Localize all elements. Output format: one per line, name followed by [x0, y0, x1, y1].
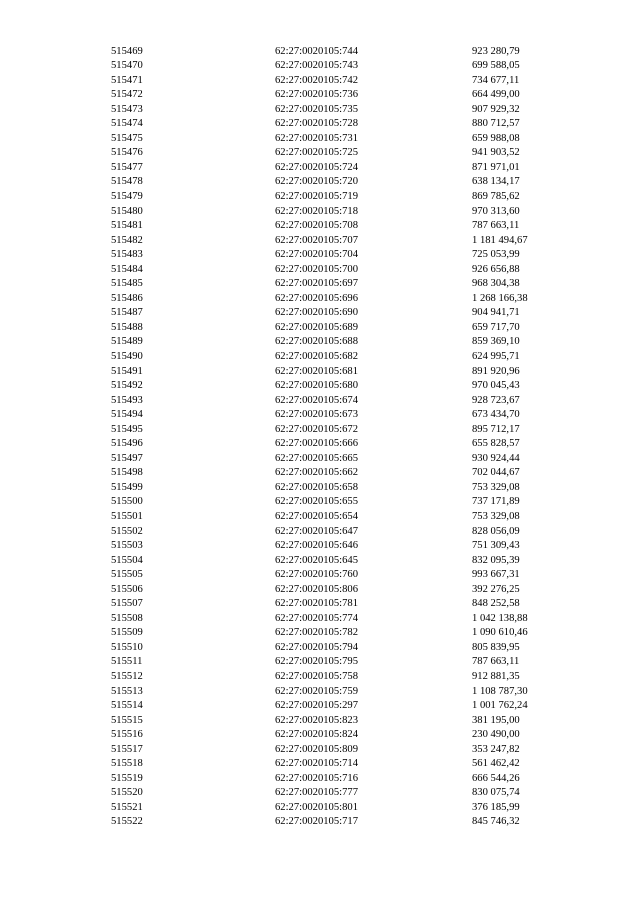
cadastral-value: 699 588,05	[472, 60, 520, 72]
cadastral-value: 904 941,71	[472, 307, 520, 319]
table-row	[0, 641, 640, 656]
cadastral-number: 62:27:0020105:736	[275, 89, 358, 101]
cadastral-value: 941 903,52	[472, 147, 520, 159]
cadastral-value: 926 656,88	[472, 263, 520, 275]
cadastral-value: 970 313,60	[472, 205, 520, 217]
cadastral-value: 1 090 610,46	[472, 627, 528, 639]
row-number: 515477	[111, 161, 143, 173]
table-row	[0, 321, 640, 336]
cadastral-number: 62:27:0020105:654	[275, 511, 358, 522]
cadastral-value: 895 712,17	[472, 423, 520, 435]
cadastral-number: 62:27:0020105:704	[275, 249, 358, 261]
cadastral-number: 62:27:0020105:809	[275, 743, 358, 755]
row-number: 515491	[111, 365, 143, 377]
cadastral-value: 737 171,89	[472, 496, 520, 508]
row-number: 515474	[111, 118, 143, 130]
row-number: 515475	[111, 132, 143, 144]
cadastral-value: 376 185,99	[472, 801, 520, 813]
row-number: 515497	[111, 452, 143, 464]
row-number: 515482	[111, 234, 143, 246]
cadastral-number: 62:27:0020105:707	[275, 234, 358, 246]
row-number: 515492	[111, 380, 143, 392]
table-row	[0, 510, 640, 525]
cadastral-number: 62:27:0020105:823	[275, 714, 358, 726]
row-number: 515493	[111, 394, 143, 406]
cadastral-number: 62:27:0020105:680	[275, 380, 358, 392]
cadastral-number: 62:27:0020105:735	[275, 103, 358, 115]
row-number: 515498	[111, 467, 143, 479]
cadastral-number: 62:27:0020105:743	[275, 60, 358, 72]
table-row	[0, 248, 640, 263]
cadastral-number: 62:27:0020105:781	[275, 598, 358, 610]
cadastral-value: 753 329,08	[472, 511, 520, 522]
cadastral-value: 805 839,95	[472, 641, 520, 653]
row-number: 515484	[111, 263, 143, 275]
row-number: 515479	[111, 190, 143, 202]
cadastral-number: 62:27:0020105:717	[275, 816, 358, 828]
table-row	[0, 699, 640, 714]
table-row	[0, 219, 640, 234]
cadastral-value: 912 881,35	[472, 671, 520, 683]
table-row	[0, 466, 640, 481]
cadastral-number: 62:27:0020105:690	[275, 307, 358, 319]
table-row	[0, 379, 640, 394]
cadastral-value: 624 995,71	[472, 350, 520, 362]
cadastral-number: 62:27:0020105:700	[275, 263, 358, 275]
cadastral-value: 230 490,00	[472, 729, 520, 741]
table-row	[0, 655, 640, 670]
cadastral-number: 62:27:0020105:777	[275, 787, 358, 799]
cadastral-value: 848 252,58	[472, 598, 520, 610]
row-number: 515486	[111, 292, 143, 304]
cadastral-value: 1 268 166,38	[472, 292, 528, 304]
table-row	[0, 306, 640, 321]
row-number: 515500	[111, 496, 143, 508]
row-number: 515518	[111, 758, 143, 770]
cadastral-number: 62:27:0020105:760	[275, 569, 358, 581]
table-row	[0, 452, 640, 467]
row-number: 515473	[111, 103, 143, 115]
table-row	[0, 74, 640, 89]
table-row	[0, 365, 640, 380]
row-number: 515487	[111, 307, 143, 319]
cadastral-value: 845 746,32	[472, 816, 520, 828]
table-row	[0, 146, 640, 161]
row-number: 515470	[111, 60, 143, 72]
row-number: 515480	[111, 205, 143, 217]
cadastral-number: 62:27:0020105:774	[275, 612, 358, 624]
table-row	[0, 437, 640, 452]
cadastral-value: 1 108 787,30	[472, 685, 528, 697]
table-row	[0, 539, 640, 554]
cadastral-value: 1 001 762,24	[472, 700, 528, 712]
cadastral-number: 62:27:0020105:719	[275, 190, 358, 202]
row-number: 515503	[111, 540, 143, 552]
cadastral-number: 62:27:0020105:658	[275, 481, 358, 493]
row-number: 515472	[111, 89, 143, 101]
cadastral-value: 891 920,96	[472, 365, 520, 377]
table-row	[0, 786, 640, 801]
row-number: 515490	[111, 350, 143, 362]
row-number: 515520	[111, 787, 143, 799]
row-number: 515511	[111, 656, 143, 668]
table-row	[0, 670, 640, 685]
cadastral-value: 787 663,11	[472, 220, 520, 232]
cadastral-value: 787 663,11	[472, 656, 520, 668]
table-row	[0, 743, 640, 758]
cadastral-number: 62:27:0020105:689	[275, 321, 358, 333]
cadastral-value: 993 667,31	[472, 569, 520, 581]
cadastral-number: 62:27:0020105:708	[275, 220, 358, 232]
table-row	[0, 132, 640, 147]
table-row	[0, 757, 640, 772]
table-row	[0, 103, 640, 118]
cadastral-number: 62:27:0020105:720	[275, 176, 358, 188]
table-row	[0, 394, 640, 409]
table-row	[0, 481, 640, 496]
cadastral-number: 62:27:0020105:728	[275, 118, 358, 130]
cadastral-number: 62:27:0020105:674	[275, 394, 358, 406]
row-number: 515495	[111, 423, 143, 435]
cadastral-number: 62:27:0020105:697	[275, 278, 358, 290]
cadastral-number: 62:27:0020105:824	[275, 729, 358, 741]
row-number: 515508	[111, 612, 143, 624]
cadastral-number: 62:27:0020105:647	[275, 525, 358, 537]
cadastral-number: 62:27:0020105:806	[275, 583, 358, 595]
cadastral-value: 561 462,42	[472, 758, 520, 770]
cadastral-number: 62:27:0020105:716	[275, 772, 358, 784]
data-table	[0, 45, 640, 831]
table-row	[0, 45, 640, 60]
row-number: 515505	[111, 569, 143, 581]
cadastral-value: 859 369,10	[472, 336, 520, 348]
table-row	[0, 685, 640, 700]
row-number: 515504	[111, 554, 143, 566]
table-row	[0, 801, 640, 816]
cadastral-value: 930 924,44	[472, 452, 520, 464]
cadastral-number: 62:27:0020105:665	[275, 452, 358, 464]
cadastral-number: 62:27:0020105:681	[275, 365, 358, 377]
cadastral-value: 725 053,99	[472, 249, 520, 261]
row-number: 515499	[111, 481, 143, 493]
row-number: 515483	[111, 249, 143, 261]
cadastral-value: 880 712,57	[472, 118, 520, 130]
row-number: 515515	[111, 714, 143, 726]
row-number: 515485	[111, 278, 143, 290]
cadastral-number: 62:27:0020105:758	[275, 671, 358, 683]
row-number: 515512	[111, 671, 143, 683]
row-number: 515522	[111, 816, 143, 828]
table-row	[0, 190, 640, 205]
table-row	[0, 728, 640, 743]
cadastral-number: 62:27:0020105:655	[275, 496, 358, 508]
cadastral-value: 828 056,09	[472, 525, 520, 537]
cadastral-value: 871 971,01	[472, 161, 520, 173]
cadastral-value: 353 247,82	[472, 743, 520, 755]
cadastral-value: 659 988,08	[472, 132, 520, 144]
row-number: 515469	[111, 45, 143, 57]
cadastral-number: 62:27:0020105:666	[275, 438, 358, 450]
cadastral-number: 62:27:0020105:297	[275, 700, 358, 712]
table-row	[0, 626, 640, 641]
cadastral-number: 62:27:0020105:759	[275, 685, 358, 697]
cadastral-value: 970 045,43	[472, 380, 520, 392]
table-row	[0, 772, 640, 787]
table-row	[0, 815, 640, 830]
cadastral-value: 830 075,74	[472, 787, 520, 799]
row-number: 515509	[111, 627, 143, 639]
table-row	[0, 423, 640, 438]
cadastral-number: 62:27:0020105:646	[275, 540, 358, 552]
row-number: 515513	[111, 685, 143, 697]
cadastral-value: 734 677,11	[472, 74, 520, 86]
table-row	[0, 525, 640, 540]
table-row	[0, 335, 640, 350]
cadastral-number: 62:27:0020105:645	[275, 554, 358, 566]
row-number: 515517	[111, 743, 143, 755]
table-row	[0, 175, 640, 190]
cadastral-number: 62:27:0020105:795	[275, 656, 358, 668]
table-row	[0, 612, 640, 627]
table-row	[0, 263, 640, 278]
row-number: 515514	[111, 700, 143, 712]
cadastral-value: 832 095,39	[472, 554, 520, 566]
cadastral-value: 655 828,57	[472, 438, 520, 450]
table-row	[0, 350, 640, 365]
cadastral-number: 62:27:0020105:731	[275, 132, 358, 144]
table-row	[0, 277, 640, 292]
row-number: 515510	[111, 641, 143, 653]
cadastral-value: 673 434,70	[472, 409, 520, 421]
cadastral-value: 751 309,43	[472, 540, 520, 552]
table-row	[0, 161, 640, 176]
cadastral-number: 62:27:0020105:725	[275, 147, 358, 159]
cadastral-number: 62:27:0020105:744	[275, 45, 358, 57]
cadastral-number: 62:27:0020105:724	[275, 161, 358, 173]
cadastral-value: 666 544,26	[472, 772, 520, 784]
cadastral-number: 62:27:0020105:742	[275, 74, 358, 86]
table-row	[0, 568, 640, 583]
table-row	[0, 292, 640, 307]
row-number: 515502	[111, 525, 143, 537]
cadastral-value: 869 785,62	[472, 190, 520, 202]
row-number: 515496	[111, 438, 143, 450]
row-number: 515478	[111, 176, 143, 188]
table-row	[0, 205, 640, 220]
cadastral-value: 702 044,67	[472, 467, 520, 479]
cadastral-number: 62:27:0020105:673	[275, 409, 358, 421]
row-number: 515501	[111, 511, 143, 522]
table-row	[0, 59, 640, 74]
table-row	[0, 408, 640, 423]
cadastral-value: 392 276,25	[472, 583, 520, 595]
table-row	[0, 583, 640, 598]
row-number: 515494	[111, 409, 143, 421]
cadastral-number: 62:27:0020105:672	[275, 423, 358, 435]
row-number: 515516	[111, 729, 143, 741]
cadastral-value: 968 304,38	[472, 278, 520, 290]
cadastral-value: 638 134,17	[472, 176, 520, 188]
cadastral-number: 62:27:0020105:782	[275, 627, 358, 639]
table-row	[0, 495, 640, 510]
cadastral-value: 664 499,00	[472, 89, 520, 101]
cadastral-number: 62:27:0020105:688	[275, 336, 358, 348]
row-number: 515519	[111, 772, 143, 784]
cadastral-value: 923 280,79	[472, 45, 520, 57]
cadastral-number: 62:27:0020105:714	[275, 758, 358, 770]
cadastral-number: 62:27:0020105:718	[275, 205, 358, 217]
cadastral-value: 381 195,00	[472, 714, 520, 726]
row-number: 515488	[111, 321, 143, 333]
table-row	[0, 714, 640, 729]
cadastral-number: 62:27:0020105:801	[275, 801, 358, 813]
table-row	[0, 554, 640, 569]
cadastral-value: 1 181 494,67	[472, 234, 528, 246]
cadastral-value: 907 929,32	[472, 103, 520, 115]
row-number: 515489	[111, 336, 143, 348]
table-row	[0, 234, 640, 249]
row-number: 515481	[111, 220, 143, 232]
table-row	[0, 117, 640, 132]
row-number: 515521	[111, 801, 143, 813]
cadastral-number: 62:27:0020105:794	[275, 641, 358, 653]
row-number: 515506	[111, 583, 143, 595]
cadastral-number: 62:27:0020105:662	[275, 467, 358, 479]
cadastral-number: 62:27:0020105:696	[275, 292, 358, 304]
table-row	[0, 597, 640, 612]
cadastral-value: 753 329,08	[472, 481, 520, 493]
cadastral-value: 659 717,70	[472, 321, 520, 333]
cadastral-value: 928 723,67	[472, 394, 520, 406]
row-number: 515471	[111, 74, 143, 86]
cadastral-value: 1 042 138,88	[472, 612, 528, 624]
table-row	[0, 88, 640, 103]
row-number: 515476	[111, 147, 143, 159]
cadastral-number: 62:27:0020105:682	[275, 350, 358, 362]
row-number: 515507	[111, 598, 143, 610]
